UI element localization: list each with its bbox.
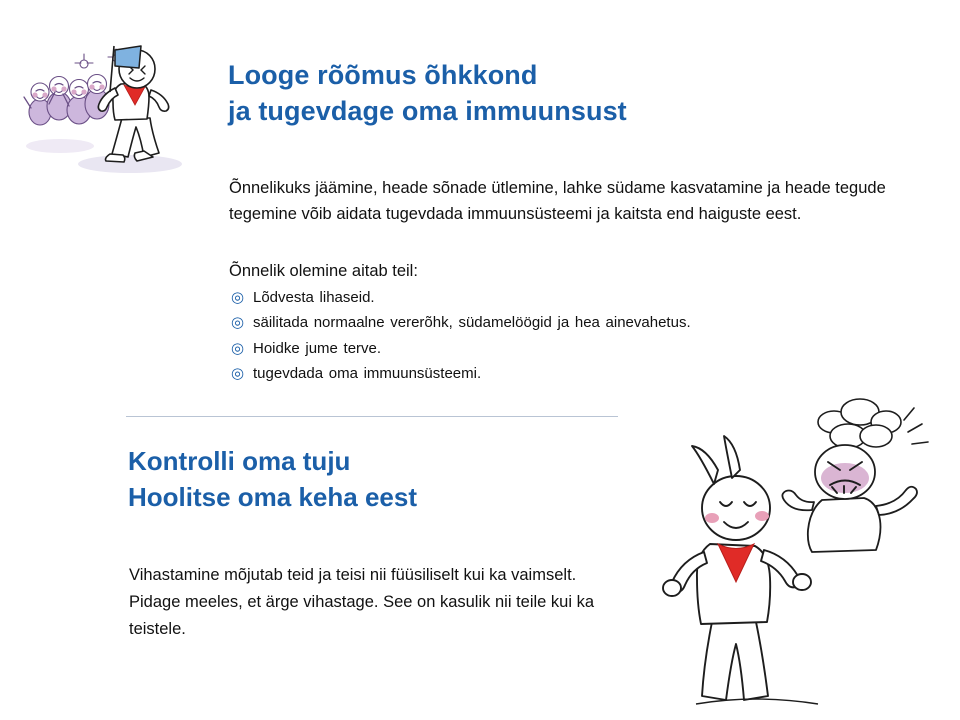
section1-title [228,58,848,130]
ring-bullet-icon: ◎ [231,289,245,306]
section2-title-line2: Hoolitse oma keha eest [128,481,417,512]
angry-person-and-calm-child-illustration [636,392,952,712]
section2-title [128,444,688,516]
list-item [231,311,911,334]
section1-bullet-list [231,286,911,387]
ring-bullet-icon: ◎ [231,364,245,382]
list-item-label: Hoidke jume terve. [253,339,382,357]
list-item [231,362,911,385]
section1-list-intro: Õnnelik olemine aitab teil: [229,262,418,280]
list-item [231,286,911,309]
ring-bullet-icon: ◎ [231,339,245,357]
list-item-label: Lõdvesta lihaseid. [253,289,375,306]
section2-paragraph: Vihastamine mõjutab teid ja teisi nii füüsiliselt kui ka vaimselt. Pidage meeles, et ärge vihastage. See on kasulik nii teile kui ka teistele. [129,565,595,638]
happy-people-celebrating-illustration [18,26,218,176]
section1-title-line2: ja tugevdage oma immuunsust [228,95,627,126]
section1-title-line1: Looge rõõmus õhkkond [228,60,538,90]
list-item [231,337,911,360]
list-item-label: tugevdada oma immuunsüsteemi. [253,364,482,382]
section2-title-line1: Kontrolli oma tuju [128,446,351,476]
ring-bullet-icon: ◎ [231,314,245,332]
section-divider [126,416,618,417]
section1-paragraph: Õnnelikuks jäämine, heade sõnade ütlemine, lahke südame kasvatamine ja heade tegude tegemine võib aidata tugevdada immuunsüsteemi ja kaitsta end haiguste eest. [229,178,886,224]
list-item-label: säilitada normaalne vererõhk, südamelöögid ja hea ainevahetus. [253,314,691,332]
